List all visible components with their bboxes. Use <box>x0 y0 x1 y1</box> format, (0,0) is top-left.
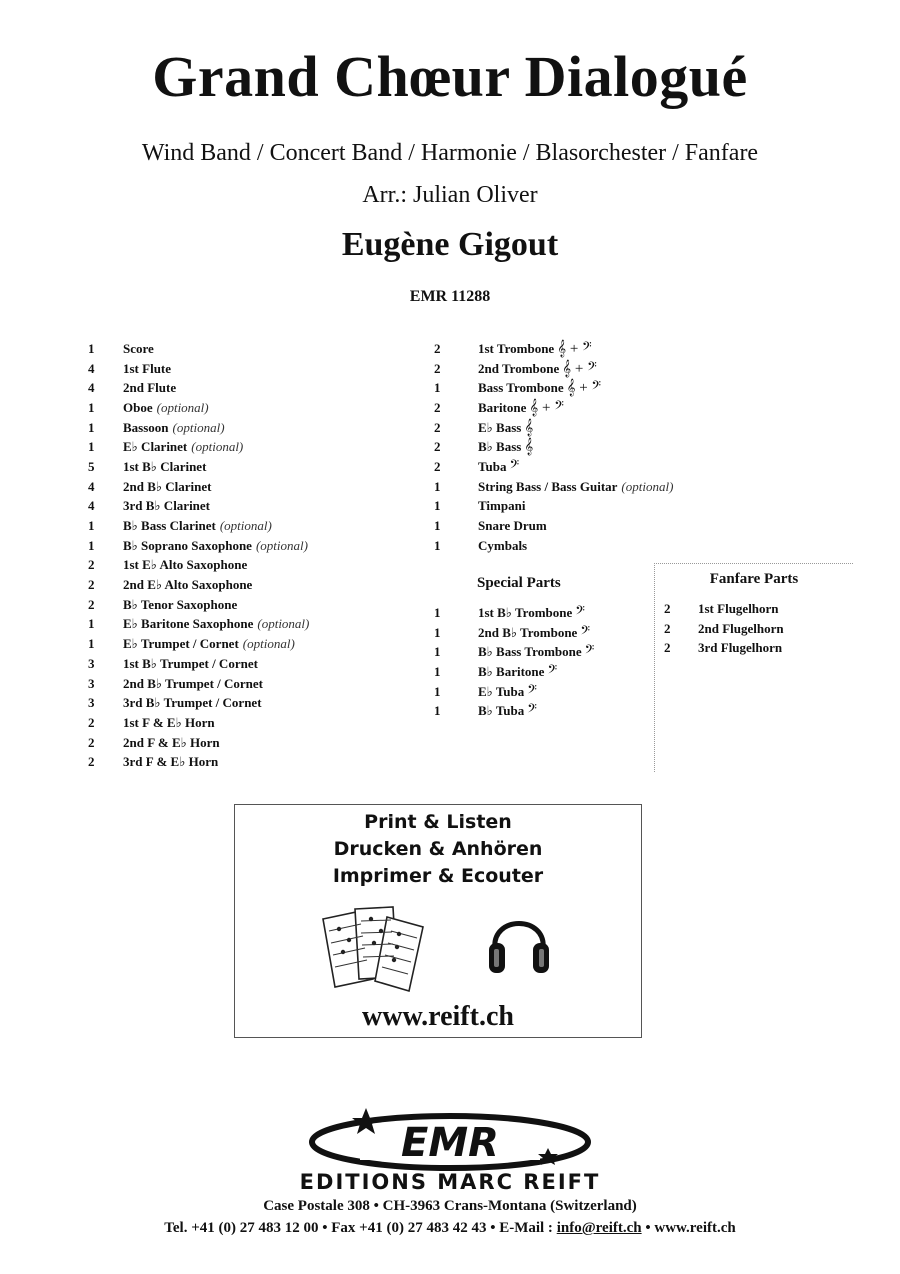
optional-note: (optional) <box>255 537 308 553</box>
part-item <box>88 536 309 556</box>
part-name: Oboe <box>123 399 153 415</box>
part-name: Bassoon <box>123 419 169 435</box>
part-name: 1st Flute <box>123 360 172 376</box>
part-quantity: 1 <box>434 380 441 396</box>
part-name: 3rd B♭ Clarinet <box>123 498 211 514</box>
part-item <box>434 339 673 359</box>
part-quantity: 2 <box>434 399 441 415</box>
part-quantity: 1 <box>434 518 441 534</box>
parts-list-left <box>88 339 309 772</box>
part-name: B♭ Bass <box>478 439 522 455</box>
part-quantity: 1 <box>434 478 441 494</box>
part-item <box>88 378 309 398</box>
part-name: 1st Flugelhorn <box>698 600 779 616</box>
part-quantity: 2 <box>88 754 95 770</box>
part-name: 1st B♭ Trumpet / Cornet <box>123 655 258 671</box>
part-item <box>88 654 309 674</box>
part-name: B♭ Tenor Saxophone <box>123 596 238 612</box>
clef-icon: 𝄢 <box>580 624 590 641</box>
part-quantity: 2 <box>88 577 95 593</box>
part-item <box>434 418 673 438</box>
part-item <box>664 619 784 639</box>
part-quantity: 3 <box>88 675 95 691</box>
part-item <box>434 662 594 682</box>
part-item <box>88 437 309 457</box>
part-quantity: 1 <box>88 439 95 455</box>
part-name: B♭ Tuba <box>478 703 525 719</box>
part-quantity: 2 <box>664 600 671 616</box>
part-quantity: 1 <box>434 644 441 660</box>
part-name: 2nd F & E♭ Horn <box>123 734 220 750</box>
clef-icon: 𝄢 <box>547 663 558 680</box>
part-name: Score <box>123 340 154 356</box>
fanfare-parts-heading: Fanfare Parts <box>709 571 799 587</box>
part-quantity: 4 <box>88 498 95 514</box>
clef-icon: 𝄢 <box>575 604 585 621</box>
sheet-music-icon <box>319 901 429 993</box>
part-item <box>88 595 309 615</box>
part-name: 2nd E♭ Alto Saxophone <box>123 577 253 593</box>
part-item <box>88 733 309 753</box>
part-name: Tuba <box>478 458 507 474</box>
part-item <box>88 477 309 497</box>
part-name: 1st F & E♭ Horn <box>123 714 215 730</box>
promo-line-print: Print & Listen <box>364 811 512 833</box>
part-name: Bass Trombone <box>478 380 564 396</box>
part-name: 3rd Flugelhorn <box>698 640 783 656</box>
special-parts-list <box>434 603 594 721</box>
optional-note: (optional) <box>191 439 244 455</box>
part-name: E♭ Bass <box>478 419 522 435</box>
parts-list-middle <box>434 339 673 556</box>
part-item <box>88 457 309 477</box>
part-quantity: 2 <box>88 596 95 612</box>
part-item <box>664 638 784 658</box>
clef-icon: 𝄞 + 𝄢 <box>562 360 597 377</box>
part-quantity: 1 <box>434 683 441 699</box>
part-name: 3rd B♭ Trumpet / Cornet <box>123 695 262 711</box>
part-name: 1st B♭ Trombone <box>478 604 573 620</box>
part-name: B♭ Bass Clarinet <box>123 518 216 534</box>
part-quantity: 1 <box>88 518 95 534</box>
part-item <box>434 516 673 536</box>
part-name: 1st B♭ Clarinet <box>123 458 207 474</box>
part-name: E♭ Baritone Saxophone <box>123 616 254 632</box>
part-item <box>88 398 309 418</box>
part-quantity: 1 <box>434 537 441 553</box>
part-name: 3rd F & E♭ Horn <box>123 754 219 770</box>
print-listen-box <box>234 804 642 1038</box>
part-item <box>88 497 309 517</box>
headphones-icon <box>485 901 553 981</box>
fanfare-parts-box <box>654 563 853 772</box>
part-quantity: 3 <box>88 695 95 711</box>
contact-website: • www.reift.ch <box>641 1220 736 1236</box>
part-name: 1st E♭ Alto Saxophone <box>123 557 248 573</box>
part-item <box>88 418 309 438</box>
part-quantity: 2 <box>664 620 671 636</box>
part-quantity: 1 <box>434 624 441 640</box>
part-name: 2nd B♭ Trombone <box>478 624 578 640</box>
part-quantity: 2 <box>434 360 441 376</box>
optional-note: (optional) <box>621 478 674 494</box>
catalog-number: EMR 11288 <box>409 288 491 305</box>
clef-icon: 𝄞 + 𝄢 <box>529 399 564 416</box>
contact-phone-fax: Tel. +41 (0) 27 483 12 00 • Fax +41 (0) 27 483 42 43 • E-Mail : <box>164 1220 557 1236</box>
optional-note: (optional) <box>219 518 272 534</box>
email-link[interactable]: info@reift.ch <box>556 1220 642 1236</box>
part-quantity: 1 <box>434 663 441 679</box>
clef-icon: 𝄢 <box>527 703 537 720</box>
part-name: Baritone <box>478 399 527 415</box>
part-name: 2nd B♭ Trumpet / Cornet <box>123 675 263 691</box>
part-item <box>434 398 673 418</box>
part-name: 1st Trombone <box>478 340 555 356</box>
promo-line-imprimer: Imprimer & Ecouter <box>332 865 544 887</box>
fanfare-parts-list <box>664 599 784 658</box>
optional-note: (optional) <box>172 419 225 435</box>
part-item <box>88 556 309 576</box>
part-name: 2nd B♭ Clarinet <box>123 478 212 494</box>
part-item <box>434 437 673 457</box>
part-quantity: 2 <box>88 557 95 573</box>
part-quantity: 2 <box>88 734 95 750</box>
part-quantity: 2 <box>434 419 441 435</box>
optional-note: (optional) <box>257 616 310 632</box>
part-name: E♭ Trumpet / Cornet <box>123 636 239 652</box>
clef-icon: 𝄢 <box>584 644 595 661</box>
part-quantity: 1 <box>434 604 441 620</box>
part-item <box>88 634 309 654</box>
publisher-address: Case Postale 308 • CH-3963 Crans-Montana (Switzerland) <box>263 1198 637 1214</box>
part-item <box>88 516 309 536</box>
part-item <box>88 339 309 359</box>
part-name: String Bass / Bass Guitar <box>478 478 618 494</box>
part-item <box>434 642 594 662</box>
part-item <box>434 682 594 702</box>
part-item <box>434 536 673 556</box>
part-item <box>434 477 673 497</box>
page-title: Grand Chœur Dialogué <box>152 44 748 109</box>
part-item <box>434 457 673 477</box>
part-name: B♭ Bass Trombone <box>478 644 582 660</box>
part-quantity: 1 <box>434 498 441 514</box>
part-quantity: 1 <box>88 340 95 356</box>
emr-logo-text: EMR <box>401 1120 499 1166</box>
part-item <box>88 615 309 635</box>
clef-icon: 𝄞 + 𝄢 <box>557 340 592 357</box>
promo-url: www.reift.ch <box>362 1001 514 1032</box>
part-item <box>434 623 594 643</box>
part-item <box>434 497 673 517</box>
part-item <box>88 713 309 733</box>
clef-icon: 𝄢 <box>527 683 537 700</box>
clef-icon: 𝄞 <box>524 439 534 456</box>
clef-icon: 𝄞 + 𝄢 <box>566 380 602 397</box>
arranger: Arr.: Julian Oliver <box>362 182 538 208</box>
part-quantity: 4 <box>88 360 95 376</box>
part-quantity: 1 <box>88 537 95 553</box>
part-quantity: 5 <box>88 458 95 474</box>
optional-note: (optional) <box>156 399 209 415</box>
emr-logo <box>300 1104 600 1174</box>
part-name: Snare Drum <box>478 518 547 534</box>
part-item <box>88 693 309 713</box>
part-item <box>434 603 594 623</box>
part-quantity: 2 <box>664 640 671 656</box>
part-name: 2nd Flute <box>123 380 177 396</box>
part-quantity: 2 <box>434 340 441 356</box>
clef-icon: 𝄢 <box>509 458 520 475</box>
part-item <box>434 378 673 398</box>
special-parts-heading: Special Parts <box>477 575 561 591</box>
part-name: 2nd Trombone <box>478 360 560 376</box>
part-item <box>88 752 309 772</box>
part-quantity: 1 <box>88 399 95 415</box>
part-quantity: 2 <box>88 714 95 730</box>
part-name: E♭ Tuba <box>478 683 525 699</box>
part-name: Timpani <box>478 498 526 514</box>
part-name: 2nd Flugelhorn <box>698 620 784 636</box>
part-item <box>664 599 784 619</box>
promo-line-drucken: Drucken & Anhören <box>333 838 543 860</box>
part-name: B♭ Baritone <box>478 663 545 679</box>
subtitle: Wind Band / Concert Band / Harmonie / Blasorchester / Fanfare <box>141 140 759 166</box>
part-name: E♭ Clarinet <box>123 439 188 455</box>
part-item <box>434 359 673 379</box>
composer: Eugène Gigout <box>341 226 559 263</box>
part-quantity: 3 <box>88 655 95 671</box>
part-quantity: 1 <box>88 636 95 652</box>
part-item <box>88 674 309 694</box>
publisher-contact <box>0 1220 900 1237</box>
part-item <box>434 701 594 721</box>
part-quantity: 1 <box>434 703 441 719</box>
part-quantity: 4 <box>88 478 95 494</box>
clef-icon: 𝄞 <box>524 419 534 436</box>
part-quantity: 1 <box>88 419 95 435</box>
part-item <box>88 575 309 595</box>
part-quantity: 2 <box>434 439 441 455</box>
publisher-name: EDITIONS MARC REIFT <box>299 1170 601 1194</box>
part-quantity: 4 <box>88 380 95 396</box>
part-quantity: 2 <box>434 458 441 474</box>
part-name: Cymbals <box>478 537 528 553</box>
part-quantity: 1 <box>88 616 95 632</box>
part-item <box>88 359 309 379</box>
part-name: B♭ Soprano Saxophone <box>123 537 252 553</box>
optional-note: (optional) <box>242 636 295 652</box>
